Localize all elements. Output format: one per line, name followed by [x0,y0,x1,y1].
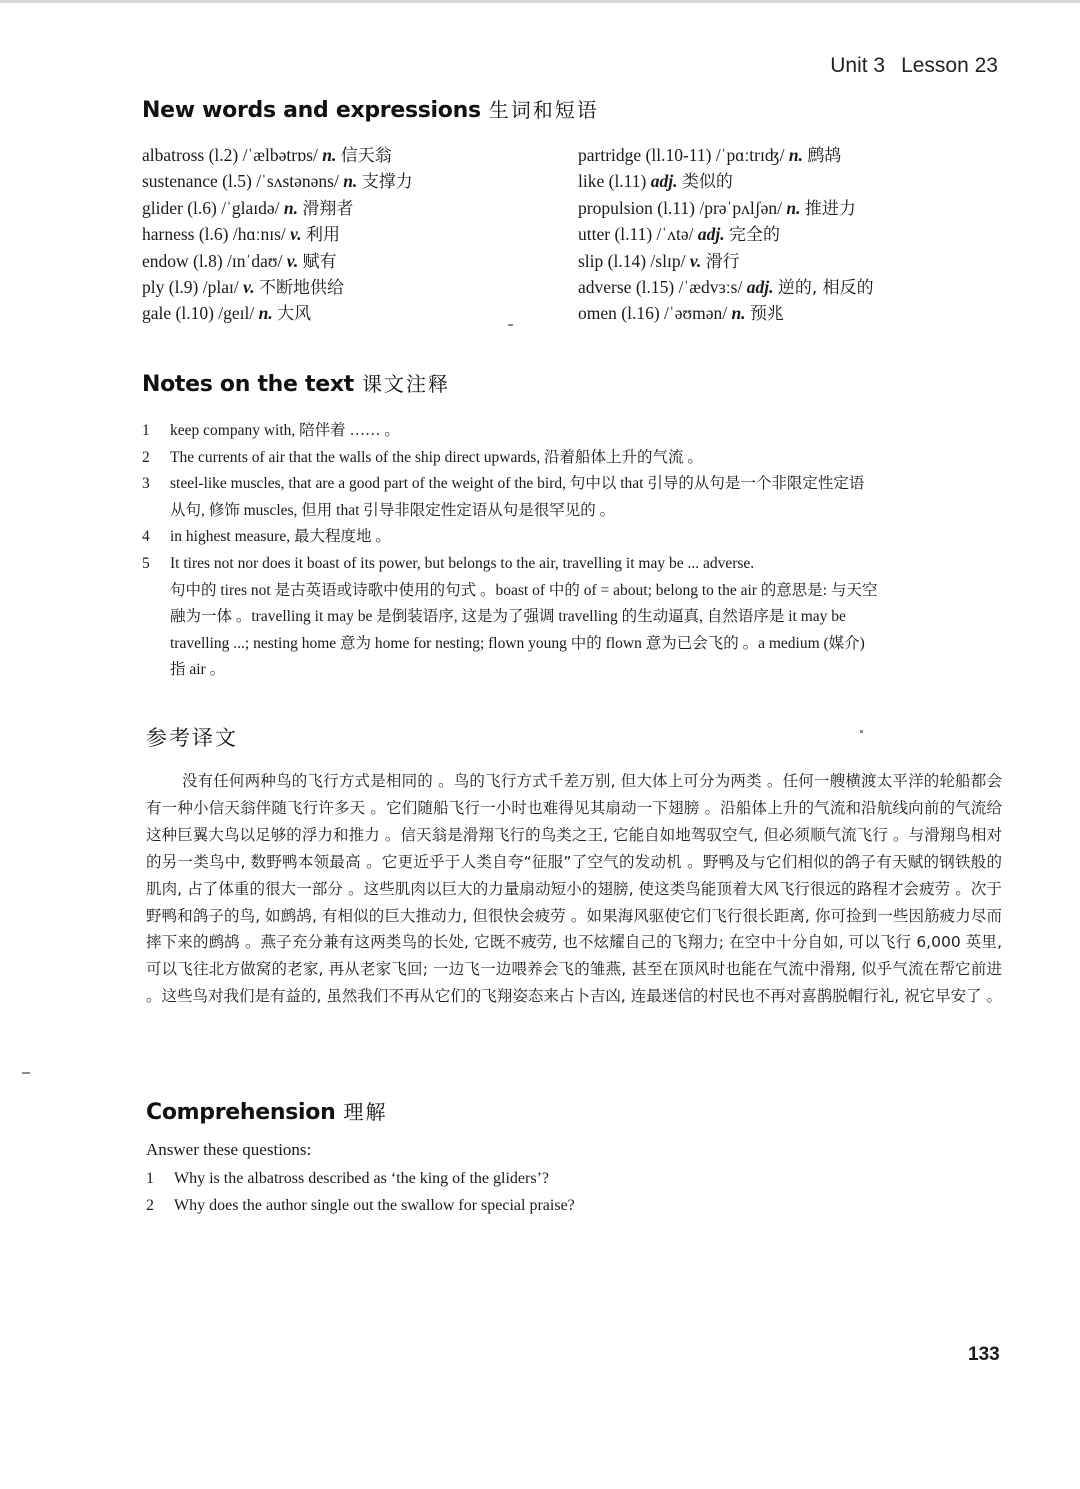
vocab-meaning: 类似的 [681,172,733,193]
comprehension-heading [146,1096,387,1126]
vocab-part-of-speech: v. [689,250,702,271]
translation-paragraph: 没有任何两种鸟的飞行方式是相同的 。鸟的飞行方式千差万别, 但大体上可分为两类 。任何一艘横渡太平洋的轮船都会有一种小信天翁伴随飞行许多天 。它们随船飞行一小时也难得见其扇动一下翅膀 。沿船体上升的气流和沿航线向前的气流给这种巨翼大鸟以足够的浮力和推力 。信天翁是滑翔飞行的鸟类之王, 它能自如地驾驭空气, 但必须顺气流飞行 。与滑翔鸟相对的另一类鸟中, 数野鸭本领最高 。它更近乎于人类自夸“征服”了空气的发动机 。野鸭及与它们相似的鸽子有天赋的钢铁般的肌肉, 占了体重的很大一部分 。这些肌肉以巨大的力量扇动短小的翅膀, 使这类鸟能顶着大风飞行很远的路程才会疲劳 。次于野鸭和鸽子的鸟, 如鹧鸪, 有相似的巨大推动力, 但很快会疲劳 。如果海风驱使它们飞行很长距离, 你可捡到一些因筋疲力尽而摔下来的鹧鸪 。燕子充分兼有这两类鸟的长处, 它既不疲劳, 也不炫耀自己的飞翔力; 在空中十分自如, 可以飞行 6,000 英里, 可以飞往北方做窝的老家, 再从老家飞回; 一边飞一边喂养会飞的雏燕, 甚至在顶风时也能在气流中滑翔, 似乎气流在帮它前进 。这些鸟对我们是有益的, 虽然我们不再从它们的飞翔姿态来占卜吉凶, 连最迷信的村民也不再对喜鹊脱帽行礼, 祝它早安了 。 [146,772,1002,1006]
vocab-entry [578,248,874,274]
vocab-list-left [142,142,413,327]
vocab-meaning: 预兆 [749,304,784,325]
vocab-meaning: 大风 [277,304,312,325]
vocab-meaning: 信天翁 [340,146,392,166]
vocab-part-of-speech: n. [788,145,803,165]
translation-title: 参考译文 [146,726,238,750]
vocab-part-of-speech: v. [243,276,255,297]
note-text-line: steel-like muscles, that are a good part of the weight of the bird, 句中以 that 引导的从句是一个非限定性定语 [170,475,865,493]
question-list [146,1166,575,1219]
vocab-meaning: 利用 [306,225,341,246]
vocab-list-right [578,142,874,327]
vocab-entry [142,195,413,221]
vocab-entry [578,195,874,221]
note-text-line: 句中的 tires not 是古英语或诗歌中使用的句式 。boast of 中的 of = about; belong to the air 的意思是: 与天空 [170,581,878,599]
vocab-word: partridge (ll.10-11) /ˈpɑːtrɪʤ/ [578,145,785,165]
vocab-part-of-speech: n. [343,171,358,192]
vocab-word: adverse (l.15) /ˈædvɜːs/ [578,276,743,297]
note-number: 4 [142,528,150,546]
vocab-entry [142,300,413,326]
vocab-part-of-speech: n. [258,303,273,324]
note-item [142,445,1002,472]
vocab-meaning: 推进力 [804,198,856,219]
unit-label: Unit 3 [830,54,886,77]
running-header [830,54,998,78]
scan-speck [860,730,863,733]
vocab-entry [142,274,413,300]
answer-intro: Answer these questions: [146,1140,312,1159]
notes-heading [142,368,450,398]
note-number: 3 [142,475,150,493]
question-text: Why does the author single out the swallow for special praise? [174,1196,575,1214]
vocab-entry [578,168,874,194]
vocab-part-of-speech: v. [286,250,299,271]
vocab-part-of-speech: n. [322,145,337,165]
vocab-word: glider (l.6) /ˈglaɪdə/ [142,197,280,218]
note-item [142,551,1002,684]
vocab-part-of-speech: n. [731,303,746,324]
vocab-word: endow (l.8) /ɪnˈdaʊ/ [142,250,283,271]
note-number: 5 [142,554,150,572]
question-text: Why is the albatross described as ‘the king of the gliders’? [174,1170,549,1187]
vocab-meaning: 不断地供给 [258,277,344,298]
question-number: 1 [146,1170,154,1187]
vocab-entry [142,142,413,168]
vocab-word: like (l.11) [578,171,647,192]
new-words-heading [142,94,599,124]
note-text-line: 指 air 。 [170,661,226,679]
vocab-entry [142,248,413,274]
translation-heading [146,722,238,752]
vocab-entry [578,142,874,168]
vocab-part-of-speech: n. [283,197,299,218]
vocab-entry [578,300,874,326]
vocab-part-of-speech: n. [786,197,801,218]
top-border [0,0,1080,3]
note-text-line: 融为一体 。travelling it may be 是倒装语序, 这是为了强调 travelling 的生动逼真, 自然语序是 it may be [170,608,846,626]
notes-title: Notes on the text [142,372,354,397]
lesson-label: Lesson 23 [901,54,998,77]
note-item [142,418,1002,445]
comprehension-title-zh: 理解 [343,1100,388,1124]
vocab-word: harness (l.6) /hɑːnɪs/ [142,224,286,245]
note-text-line: The currents of air that the walls of the ship direct upwards, 沿着船体上升的气流 。 [170,448,703,466]
vocab-word: omen (l.16) /ˈəʊmən/ [578,303,728,324]
vocab-entry [578,274,874,300]
vocab-meaning: 滑行 [705,251,740,272]
vocab-part-of-speech: v. [290,224,302,245]
note-text-line: keep company with, 陪伴着 …… 。 [170,422,400,439]
vocab-meaning: 完全的 [729,225,780,246]
new-words-title-zh: 生词和短语 [488,98,599,122]
vocab-meaning: 支撑力 [361,172,413,193]
vocab-entry [142,168,413,194]
comprehension-title: Comprehension [146,1100,336,1125]
vocab-meaning: 赋有 [302,251,337,272]
vocab-word: utter (l.11) /ˈʌtə/ [578,224,694,245]
note-item [142,524,1002,551]
vocab-part-of-speech: adj. [650,171,678,192]
note-text-line: 从句, 修饰 muscles, 但用 that 引导非限定性定语从句是很罕见的 。 [170,501,616,519]
note-text-line: travelling ...; nesting home 意为 home for nesting; flown young 中的 flown 意为已会飞的 。a medium (媒介) [170,634,865,652]
vocab-part-of-speech: adj. [697,224,725,245]
vocab-part-of-speech: adj. [746,276,774,297]
vocab-word: ply (l.9) /plaɪ/ [142,276,239,297]
note-text-line: It tires not nor does it boast of its power, but belongs to the air, travelling it may be ... adverse. [170,554,755,572]
new-words-title: New words and expressions [142,98,481,123]
scan-speck [508,324,513,326]
vocab-word: sustenance (l.5) /ˈsʌstənəns/ [142,171,339,192]
vocab-word: gale (l.10) /geɪl/ [142,303,255,324]
vocab-word: propulsion (l.11) /prəˈpʌlʃən/ [578,197,782,218]
question-item [146,1166,575,1193]
vocab-entry [142,221,413,247]
vocab-word: albatross (l.2) /ˈælbətrɒs/ [142,145,318,165]
note-item [142,471,1002,524]
question-number: 2 [146,1196,154,1214]
notes-title-zh: 课文注释 [361,372,450,396]
note-text-line: in highest measure, 最大程度地 。 [170,528,391,546]
notes-list [142,418,1002,684]
vocab-meaning: 滑翔者 [302,198,354,219]
note-number: 1 [142,422,150,439]
note-number: 2 [142,448,150,466]
vocab-meaning: 逆的, 相反的 [777,277,874,298]
scan-speck [22,1072,30,1074]
vocab-word: slip (l.14) /slɪp/ [578,250,686,271]
vocab-meaning: 鹧鸪 [807,146,842,166]
question-item [146,1193,575,1220]
page-number: 133 [968,1344,1000,1365]
vocab-entry [578,221,874,247]
